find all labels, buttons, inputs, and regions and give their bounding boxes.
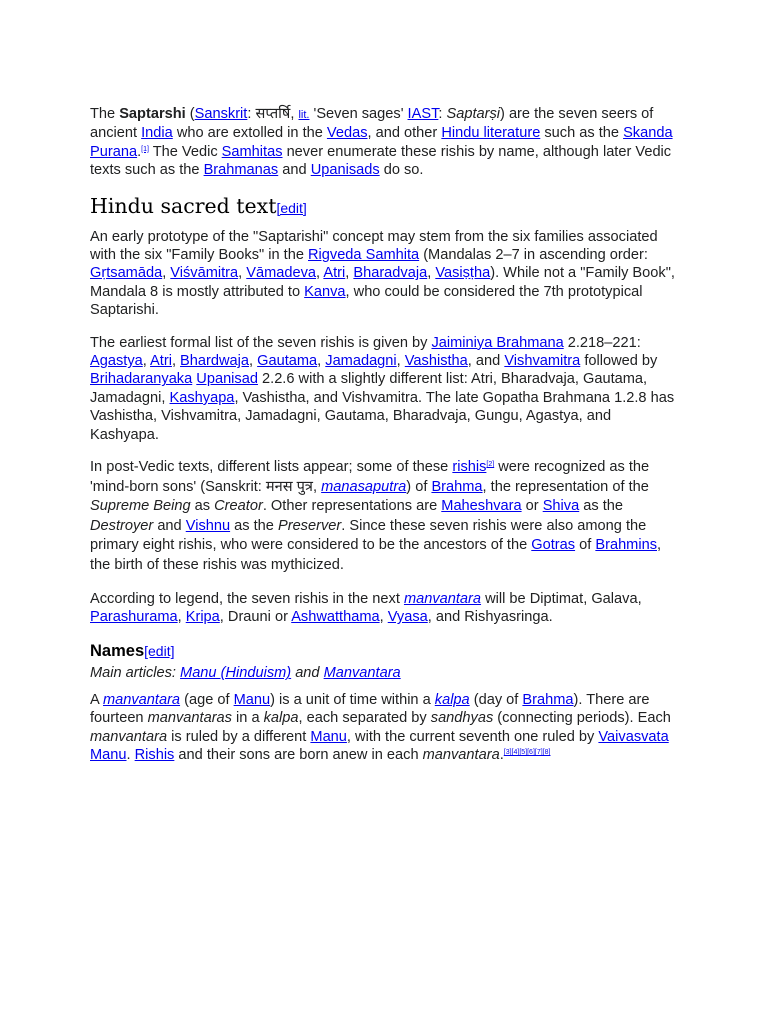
text: , [238, 265, 247, 282]
text: ). There are fourteen [90, 691, 650, 727]
text: , and Rishyasringa. [427, 609, 553, 626]
bharadvaja-link[interactable]: Bharadvaja [353, 265, 428, 282]
hindu-literature-link[interactable]: Hindu literature [441, 125, 541, 142]
text: such as the [540, 125, 624, 142]
text: will be Diptimat, Galava, [481, 590, 642, 607]
manasaputra-link[interactable]: manasaputra [321, 478, 407, 495]
atri-link[interactable]: Atri [150, 353, 172, 370]
heading-text: Names [90, 642, 145, 661]
text: of [575, 537, 596, 554]
heading-text: Hindu sacred text [90, 193, 277, 218]
text: . Since these seven rishis were also among the primary eight rishis, who were considered to be the ancestors of the [90, 517, 647, 554]
text: , [142, 353, 151, 370]
text: , Drauni or [219, 609, 292, 626]
text: An early prototype of the "Saptarishi" concept may stem from the six families associated with the six "Family Books" in the [90, 228, 658, 264]
text: , [345, 265, 354, 282]
text: According to legend, the seven rishis in the next [90, 590, 404, 607]
citations-3-8-link[interactable]: [3][4][5][6][7][8] [503, 749, 551, 757]
text: . Other representations are [262, 498, 442, 515]
visvamitra-link[interactable]: Viśvāmitra [170, 265, 239, 282]
intro-paragraph [90, 105, 682, 180]
kalpa-term: kalpa [263, 710, 299, 727]
text: , [162, 265, 171, 282]
citation-1-link[interactable]: [1] [141, 145, 149, 153]
text: 'Seven sages' [309, 106, 408, 122]
text: ) is a unit of time within a [270, 691, 435, 708]
atri-link[interactable]: Atri [323, 265, 346, 282]
brahmanas-link[interactable]: Brahmanas [203, 162, 279, 179]
supreme-being-term: Supreme Being [90, 498, 191, 515]
vamadeva-link[interactable]: Vāmadeva [246, 265, 317, 282]
text: . [499, 747, 504, 764]
rishis-link[interactable]: rishis [452, 459, 487, 476]
rishis-link[interactable]: Rishis [134, 747, 175, 764]
text: as the [230, 517, 278, 534]
manu-link[interactable]: Manu [233, 691, 271, 708]
text: The Vedic [148, 143, 222, 160]
text: is ruled by a different [167, 728, 311, 745]
text: , [171, 353, 181, 370]
agastya-link[interactable]: Agastya [90, 353, 143, 370]
parashurama-link[interactable]: Parashurama [90, 609, 178, 626]
text: : [438, 106, 447, 122]
lit-link[interactable]: lit. [298, 109, 310, 121]
kripa-link[interactable]: Kripa [185, 609, 220, 626]
text: in a [231, 710, 264, 727]
kanva-link[interactable]: Kanva [304, 283, 346, 300]
maheshvara-link[interactable]: Maheshvara [441, 498, 522, 515]
vedas-link[interactable]: Vedas [326, 125, 368, 142]
paragraph-family-books [90, 228, 682, 320]
text: . [126, 747, 135, 764]
section-heading-hindu-sacred-text [90, 194, 682, 220]
sandhyas-term: sandhyas [430, 710, 494, 727]
text: ( [185, 106, 195, 122]
manvantara-link[interactable]: manvantara [102, 691, 181, 708]
brihadaranyaka-link[interactable]: Brihadaranyaka [90, 371, 193, 388]
text: . [137, 143, 142, 160]
text: , the representation of the [482, 478, 649, 495]
manu-link-2[interactable]: Manu [310, 728, 347, 745]
text: , who could be considered the 7th prototypical Saptarishi. [90, 283, 643, 319]
manu-hinduism-link[interactable]: Manu (Hinduism) [180, 665, 292, 682]
text: (connecting periods). Each [493, 710, 671, 727]
manvantara-link[interactable]: manvantara [403, 590, 482, 607]
article-content [90, 105, 682, 779]
text: were recognized as the 'mind-born sons' (Sanskrit: मनस पुत्र, [90, 459, 650, 495]
gautama-link[interactable]: Gautama [257, 353, 318, 370]
text: (day of [469, 691, 523, 708]
text: , and [467, 353, 505, 370]
text: as [190, 498, 215, 515]
manvantara-term: manvantara [90, 728, 168, 745]
vishvamitra-link[interactable]: Vishvamitra [504, 353, 581, 370]
text: , [249, 353, 258, 370]
text: 2.2.6 with a slightly different list: Atri, Bharadvaja, Gautama, Jamadagni, [90, 371, 648, 406]
jamadagni-link[interactable]: Jamadagni [325, 353, 397, 370]
text: who are extolled in the [172, 125, 327, 142]
vasistha-link[interactable]: Vasiṣṭha [435, 265, 491, 282]
text: ) are the seven seers of ancient [90, 106, 654, 142]
paragraph-formal-list [90, 334, 682, 444]
text: , [379, 609, 388, 626]
india-link[interactable]: India [141, 125, 173, 142]
text: and their sons are born anew in each [174, 747, 423, 764]
vyasa-link[interactable]: Vyasa [387, 609, 428, 626]
text: , with the current seventh one ruled by [346, 728, 599, 745]
manvantara-term: manvantara [422, 747, 500, 764]
text: ) of [406, 478, 432, 495]
text: (age of [180, 691, 234, 708]
jaiminiya-brahmana-link[interactable]: Jaiminiya Brahmana [431, 334, 564, 351]
text: as the [579, 498, 624, 515]
gotras-link[interactable]: Gotras [531, 537, 576, 554]
paragraph-post-vedic [90, 458, 682, 576]
grtsamada-link[interactable]: Gṛtsamāda [90, 265, 163, 282]
ashwatthama-link[interactable]: Ashwatthama [291, 609, 380, 626]
text: , Vashistha, and Vishvamitra. The late Gopatha Brahmana 1.2.8 has Vashistha, Vishvamitra, Jamadagni, Gautama, Bharadvaja, Gungu, Agastya, and Kashyapa. [90, 389, 675, 443]
samhitas-link[interactable]: Samhitas [221, 143, 283, 160]
text: (Mandalas 2–7 in ascending order: [419, 247, 648, 264]
brahmins-link[interactable]: Brahmins [595, 537, 657, 554]
text: followed by [580, 353, 658, 370]
text: , [427, 265, 436, 282]
brahma-link[interactable]: Brahma [522, 691, 574, 708]
skanda-purana-link[interactable]: Skanda Purana [90, 125, 673, 160]
text: Main articles: [90, 665, 181, 682]
manvantaras-term: manvantaras [147, 710, 232, 727]
text: and [153, 517, 186, 534]
bhardwaja-link[interactable]: Bhardwaja [180, 353, 250, 370]
upanisads-link[interactable]: Upanisads [310, 162, 380, 179]
citation-2-link[interactable]: [2] [486, 461, 495, 469]
shiva-link[interactable]: Shiva [542, 498, 580, 515]
text: or [521, 498, 543, 515]
text: , [316, 265, 324, 282]
devanagari-text: : सप्तर्षि, [247, 106, 299, 122]
sanskrit-link[interactable]: Sanskrit [194, 106, 248, 122]
text: The [90, 106, 120, 122]
text: In post-Vedic texts, different lists appear; some of these [90, 459, 453, 476]
vishnu-link[interactable]: Vishnu [185, 517, 231, 534]
manvantara-article-link[interactable]: Manvantara [323, 665, 401, 682]
destroyer-term: Destroyer [90, 517, 154, 534]
main-articles-hatnote [90, 664, 682, 682]
text: , [396, 353, 405, 370]
text: and [278, 162, 311, 179]
kashyapa-link[interactable]: Kashyapa [169, 389, 235, 406]
article-title: Saptarshi [119, 106, 186, 122]
text: , each separated by [298, 710, 431, 727]
saptarsi-term: Saptarṣi [446, 106, 501, 122]
text: never enumerate these rishis by name, although later Vedic texts such as the [90, 143, 672, 179]
vashistha-link[interactable]: Vashistha [404, 353, 468, 370]
kalpa-link[interactable]: kalpa [434, 691, 470, 708]
brahma-link[interactable]: Brahma [431, 478, 483, 495]
text: A [90, 691, 103, 708]
text: do so. [379, 162, 424, 179]
text: , [177, 609, 186, 626]
edit-section-link[interactable]: [edit] [144, 643, 175, 660]
preserver-term: Preserver [277, 517, 342, 534]
iast-link[interactable]: IAST [407, 106, 439, 122]
text: 2.218–221: [563, 334, 641, 351]
edit-section-link[interactable]: [edit] [276, 199, 307, 216]
text: , the birth of these rishis was mythicized. [90, 537, 662, 574]
text: The earliest formal list of the seven rishis is given by [90, 334, 432, 351]
paragraph-manvantara [90, 691, 682, 765]
rigveda-samhita-link[interactable]: Rigveda Samhita [308, 247, 420, 264]
vaivasvata-manu-link[interactable]: Vaivasvata Manu [90, 728, 669, 764]
text: , and other [367, 125, 442, 142]
text: , [317, 353, 326, 370]
section-heading-names [90, 640, 682, 662]
text: ). While not a "Family Book", Mandala 8 is mostly attributed to [90, 265, 675, 300]
text: and [291, 665, 324, 682]
upanisad-link[interactable]: Upanisad [196, 371, 258, 388]
creator-term: Creator [214, 498, 263, 515]
paragraph-legend [90, 590, 682, 627]
